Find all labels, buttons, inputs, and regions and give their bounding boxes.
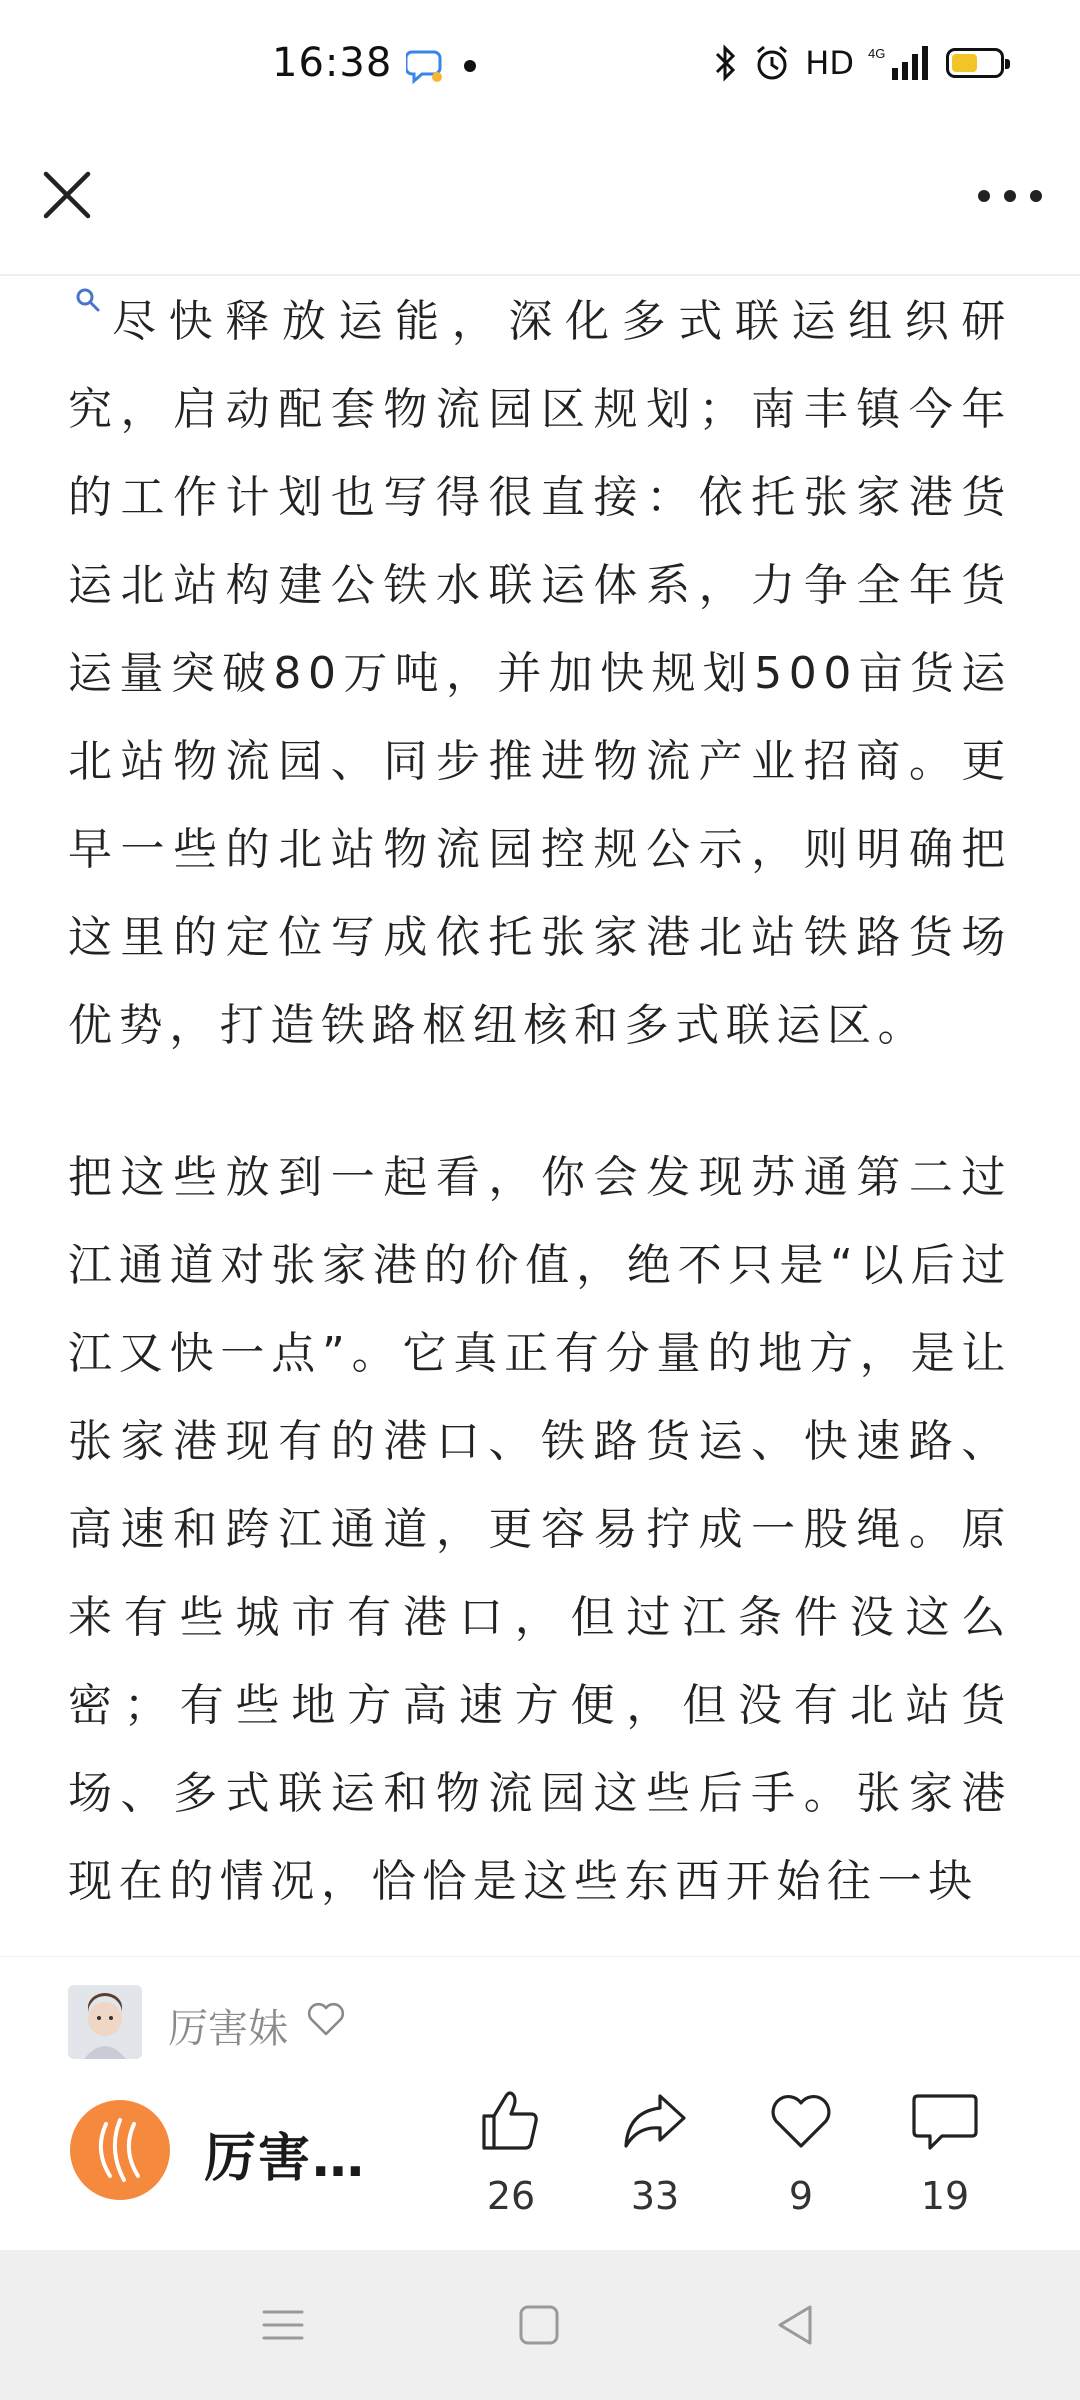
status-bar xyxy=(0,0,1080,136)
article-body xyxy=(0,278,1080,1956)
author-name[interactable]: 厉害妹 xyxy=(168,2006,288,2052)
more-icon-dot xyxy=(1004,190,1016,202)
signal-icon xyxy=(868,44,932,82)
alarm-icon xyxy=(753,44,791,82)
comment-button[interactable] xyxy=(890,2086,1000,2236)
battery-icon xyxy=(946,48,1004,78)
brand-name[interactable]: 厉害… xyxy=(204,2129,367,2189)
article-paragraph: 把这些放到一起看，你会发现苏通第二过江通道对张家港的价值，绝不只是“以后过江又快一点”。它真正有分量的地方，是让张家港现有的港口、铁路货运、快速路、高速和跨江通道，更容易拧成一股绳。原来有些城市有港口，但过江条件没这么密；有些地方高速方便，但没有北站货场、多式联运和物流园这些后手。张家港现在的情况，恰恰是这些东西开始往一块 xyxy=(68,1152,1012,1907)
brand-logo[interactable] xyxy=(70,2100,170,2200)
status-indicators xyxy=(713,44,1004,82)
article-paragraph: 尽快释放运能，深化多式联运组织研究，启动配套物流园区规划；南丰镇今年的工作计划也写得很直接：依托张家港货运北站构建公铁水联运体系，力争全年货运量突破80万吨，并加快规划500亩货运北站物流园、同步推进物流产业招商。更早一些的北站物流园控规公示，则明确把这里的定位写成依托张家港北站铁路货场优势，打造铁路枢纽核和多式联运区。 xyxy=(68,296,1012,1051)
like-button[interactable] xyxy=(456,2086,566,2236)
heart-icon xyxy=(766,2086,836,2156)
share-button[interactable] xyxy=(600,2086,710,2236)
menu-icon[interactable] xyxy=(258,2300,308,2350)
notification-dot xyxy=(464,60,476,72)
network-label: HD xyxy=(805,44,854,82)
favorite-button[interactable] xyxy=(746,2086,856,2236)
more-options-button[interactable] xyxy=(978,176,1042,216)
like-count: 26 xyxy=(486,2174,536,2218)
bluetooth-icon xyxy=(713,44,739,82)
author-row[interactable] xyxy=(0,1956,1080,2066)
share-count: 33 xyxy=(630,2174,680,2218)
comment-count: 19 xyxy=(920,2174,970,2218)
signal-label: 4G xyxy=(868,46,886,61)
more-icon-dot xyxy=(1030,190,1042,202)
author-avatar[interactable] xyxy=(68,1985,142,2059)
chat-notification-icon xyxy=(406,48,444,84)
system-navigation-bar xyxy=(0,2250,1080,2400)
status-time: 16:38 xyxy=(272,40,393,86)
back-icon[interactable] xyxy=(770,2300,820,2350)
heart-outline-icon[interactable] xyxy=(306,2001,346,2037)
more-icon-dot xyxy=(978,190,990,202)
close-icon[interactable] xyxy=(38,166,96,224)
top-nav xyxy=(0,136,1080,276)
thumbs-up-icon xyxy=(476,2086,546,2156)
bottom-action-bar xyxy=(0,2066,1080,2250)
home-icon[interactable] xyxy=(514,2300,564,2350)
comment-icon xyxy=(910,2086,980,2156)
favorite-count: 9 xyxy=(788,2174,814,2218)
share-icon xyxy=(620,2086,690,2156)
